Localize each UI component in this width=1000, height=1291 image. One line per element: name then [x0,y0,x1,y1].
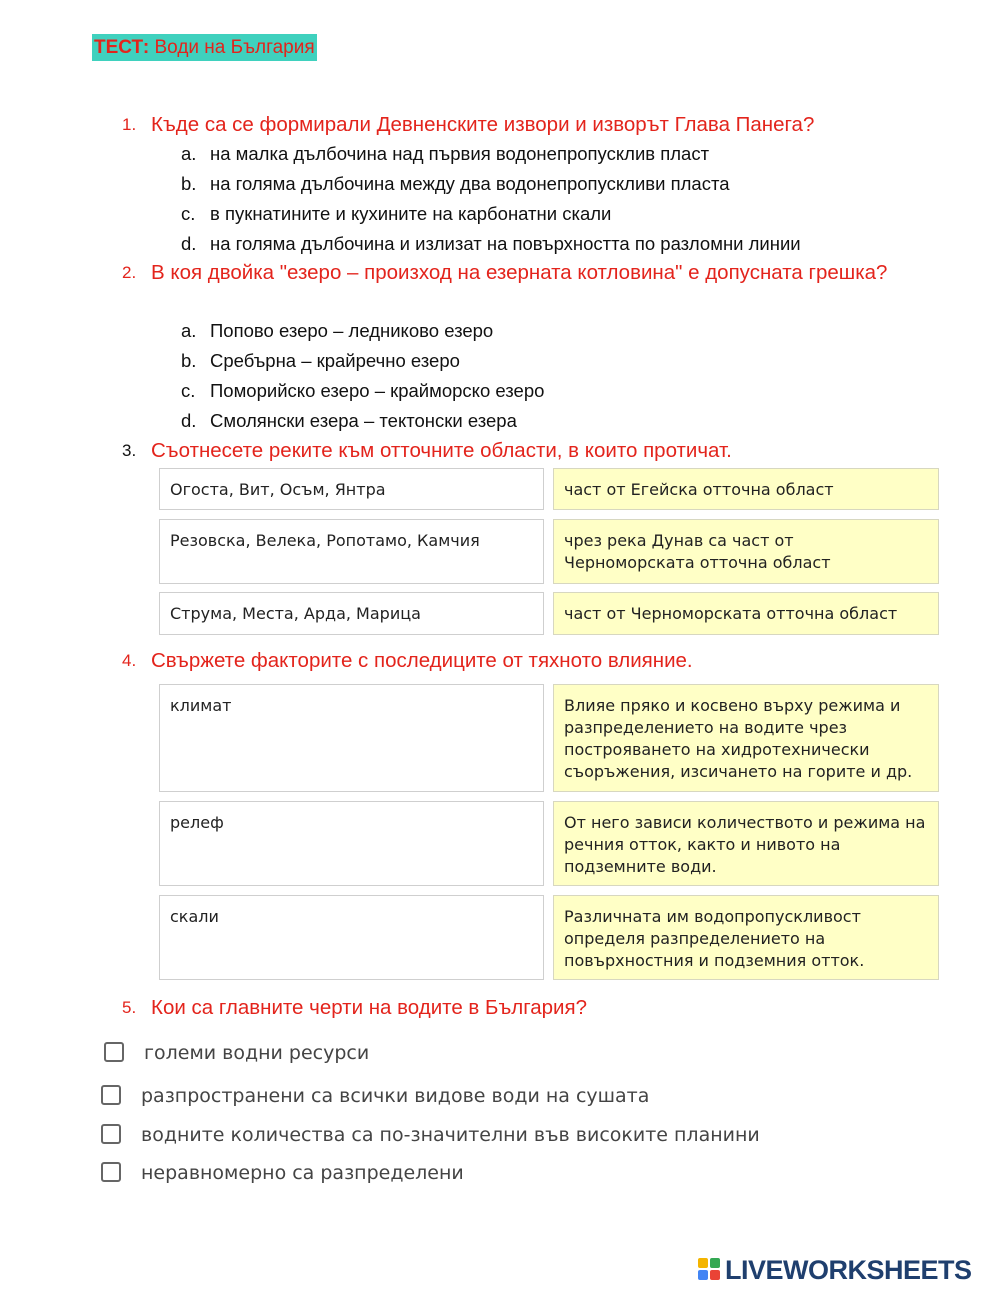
checkbox[interactable] [101,1085,121,1105]
checkbox-label: разпространени са всички видове води на сушата [141,1085,650,1107]
match-left-item[interactable]: климат [159,684,544,792]
q1-option-a: a. на малка дълбочина над първия водонепропусклив пласт [181,143,710,164]
match-right-item[interactable]: Влияе пряко и косвено върху режима и разпределението на водите чрез построяването на хидротехнически съоръжения, изсичането на горите и др. [553,684,939,792]
checkbox[interactable] [104,1042,124,1062]
blocks-icon [698,1258,722,1282]
q1-option-d: d. на голяма дълбочина и излизат на повърхността по разломни линии [181,233,801,254]
question-number: 3. [122,441,137,460]
match-right-item[interactable]: част от Черноморската отточна област [553,592,939,635]
question-text: Къде са се формирали Девненските извори и изворът Глава Панега? [151,113,815,136]
question-number: 2. [122,263,137,282]
q2-option-a: a. Попово езеро – ледниково езеро [181,320,494,341]
q2-option-d: d. Смолянски езера – тектонски езера [181,410,517,431]
checkbox-label: големи водни ресурси [144,1042,370,1064]
match-right-item[interactable]: част от Егейска отточна област [553,468,939,510]
title-text: Води на България [154,37,315,58]
checkbox-option[interactable] [101,1123,851,1149]
title-label: ТЕСТ: [94,37,150,58]
match-left-item[interactable]: Резовска, Велека, Ропотамо, Камчия [159,519,544,584]
question-text: Кои са главните черти на водите в България? [151,996,588,1019]
match-left-item[interactable]: Огоста, Вит, Осъм, Янтра [159,468,544,510]
checkbox-label: неравномерно са разпределени [141,1162,464,1184]
match-right-item[interactable]: чрез река Дунав са част от Черноморската отточна област [553,519,939,584]
match-left-item[interactable]: Струма, Места, Арда, Марица [159,592,544,635]
q2-option-c: c. Поморийско езеро – крайморско езеро [181,380,545,401]
match-left-item[interactable]: скали [159,895,544,980]
question-number: 4. [122,651,137,670]
match-right-item[interactable]: Различната им водопропускливост определя разпределението на повърхностния и подземния отток. [553,895,939,980]
logo-text: LIVEWORKSHEETS [725,1255,972,1285]
match-left-item[interactable]: релеф [159,801,544,886]
q2-option-b: b. Сребърна – крайречно езеро [181,350,460,371]
checkbox[interactable] [101,1124,121,1144]
question-number: 1. [122,115,137,134]
q1-option-c: c. в пукнатините и кухините на карбонатни скали [181,203,612,224]
question-text: Свържете факторите с последиците от тяхното влияние. [151,649,693,672]
question-text: Съотнесете реките към отточните области, в които протичат. [151,439,732,462]
checkbox[interactable] [101,1162,121,1182]
checkbox-option[interactable] [101,1084,801,1110]
checkbox-option[interactable] [104,1041,704,1067]
q1-option-b: b. на голяма дълбочина между два водонепропускливи пласта [181,173,730,194]
checkbox-option[interactable] [101,1161,701,1187]
question-text: В коя двойка "езеро – произход на езерната котловина" е допусната грешка? [151,261,888,284]
match-right-item[interactable]: От него зависи количеството и режима на речния отток, както и нивото на подземните води. [553,801,939,886]
worksheet-title [92,34,317,61]
question-number: 5. [122,998,137,1017]
checkbox-label: водните количества са по-значителни във високите планини [141,1124,760,1146]
